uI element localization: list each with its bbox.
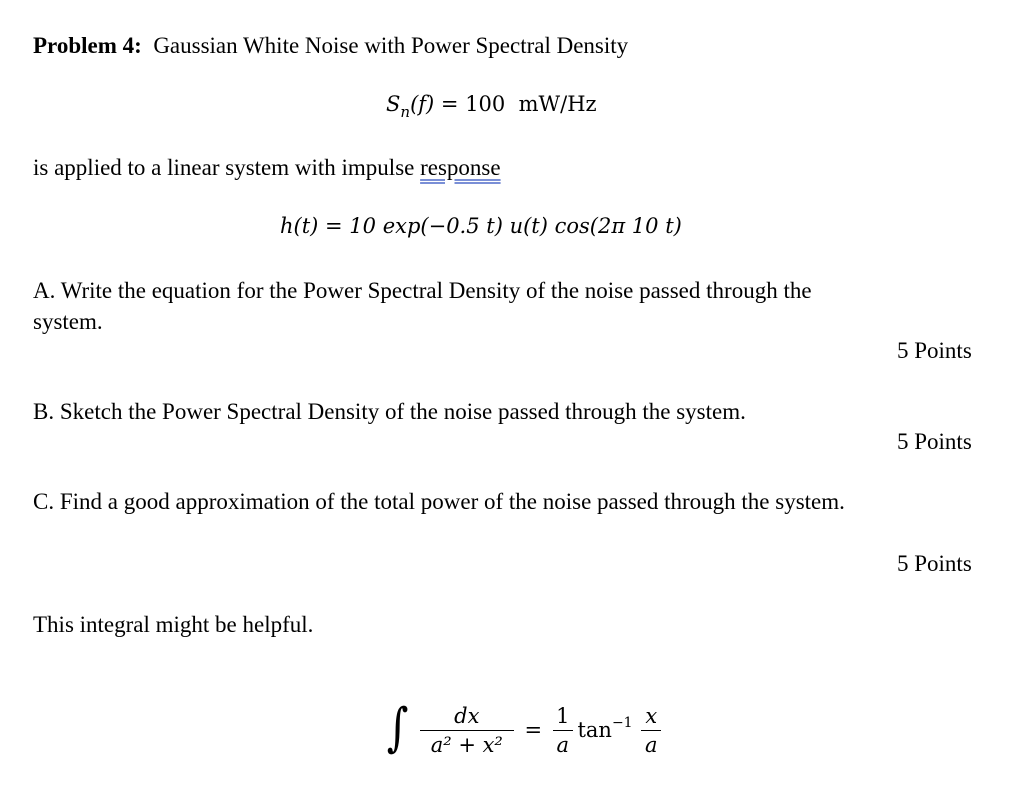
psd-argument: (f): [410, 92, 435, 116]
intro-text: [33, 154, 501, 182]
integrand-fraction: [420, 703, 514, 758]
integrand-numerator: dx: [454, 703, 480, 728]
argument-fraction: [641, 703, 661, 758]
equals-sign: =: [524, 718, 543, 742]
problem-label: Problem 4:: [33, 33, 142, 58]
intro-text-flagged-word: response: [420, 155, 501, 180]
arctan-label: tan: [577, 718, 612, 742]
integral-formula: [384, 700, 661, 760]
psd-subscript: n: [400, 103, 411, 121]
part-a-points: 5 Points: [897, 338, 972, 363]
impulse-response-equation: h(t) = 10 exp(−0.5 t) u(t) cos(2π 10 t): [280, 214, 682, 238]
hint-text: This integral might be helpful.: [33, 612, 314, 637]
problem-title: Gaussian White Noise with Power Spectral Density: [153, 33, 629, 58]
intro-text-main: is applied to a linear system with impulse: [33, 155, 421, 180]
argument-denominator: a: [645, 732, 658, 757]
coefficient-denominator: a: [556, 732, 570, 757]
part-c-points: 5 Points: [897, 551, 972, 576]
part-a-line1: A. Write the equation for the Power Spectral Density of the noise passed through the: [33, 278, 812, 303]
arctan-function: [577, 715, 633, 742]
problem-heading: [33, 32, 628, 60]
integrand-denominator: a² + x²: [430, 732, 503, 757]
psd-symbol: S: [386, 92, 401, 116]
coefficient-fraction: [553, 703, 573, 758]
part-a-line2: system.: [33, 309, 103, 334]
argument-numerator: x: [645, 703, 658, 728]
part-c-text: C. Find a good approximation of the total power of the noise passed through the system.: [33, 489, 845, 514]
part-b-text: B. Sketch the Power Spectral Density of the noise passed through the system.: [33, 399, 746, 424]
psd-value: = 100 mW/Hz: [440, 92, 597, 116]
integral-sign: ∫: [386, 698, 409, 758]
arctan-superscript: −1: [611, 715, 633, 731]
psd-equation: [386, 92, 597, 121]
coefficient-numerator: 1: [556, 703, 570, 728]
part-b-points: 5 Points: [897, 429, 972, 454]
